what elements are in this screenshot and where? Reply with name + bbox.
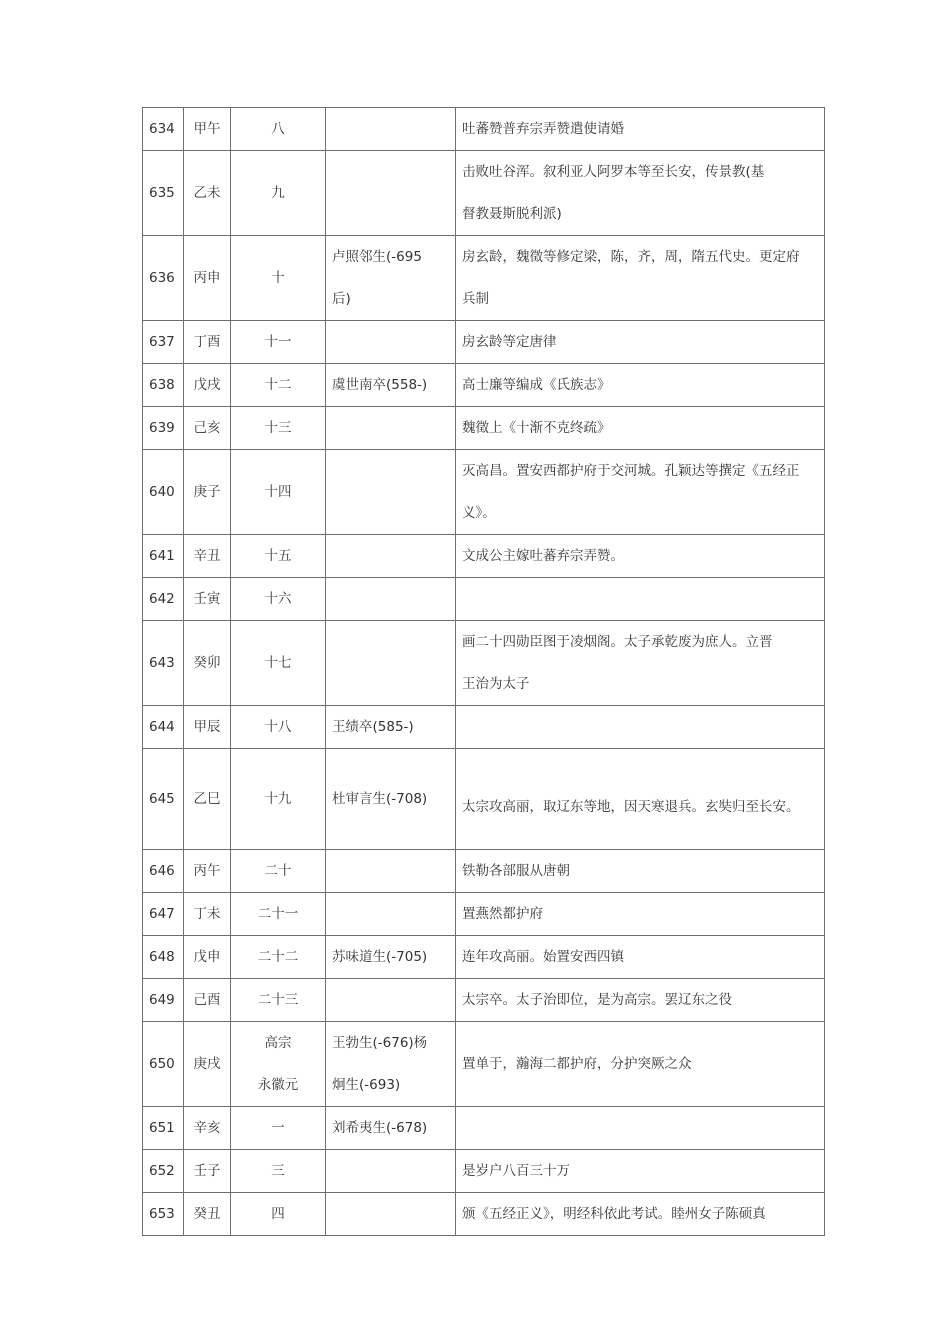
year-cell: 653 <box>143 1193 184 1236</box>
events-cell <box>456 893 825 936</box>
reign-cell <box>231 706 326 749</box>
year-cell: 650 <box>143 1022 184 1107</box>
year-cell: 652 <box>143 1150 184 1193</box>
people-cell <box>326 1193 456 1236</box>
people-cell <box>326 1150 456 1193</box>
table-row <box>143 979 825 1022</box>
table-row <box>143 706 825 749</box>
chronology-table <box>142 107 825 1236</box>
year-cell: 649 <box>143 979 184 1022</box>
people-cell-line: 刘希夷生(-678) <box>332 1120 428 1136</box>
reign-cell <box>231 936 326 979</box>
people-cell <box>326 621 456 706</box>
events-cell-line: 房玄龄，魏徵等修定梁，陈，齐，周，隋五代史。更定府 <box>462 249 800 265</box>
people-cell-line: 王绩卒(585-) <box>332 719 414 735</box>
reign-cell-line: 十九 <box>264 791 292 807</box>
events-cell <box>456 108 825 151</box>
reign-cell-line: 十四 <box>264 484 292 500</box>
reign-cell-line: 三 <box>271 1163 285 1179</box>
reign-cell <box>231 450 326 535</box>
year-cell: 647 <box>143 893 184 936</box>
table-row <box>143 1022 825 1107</box>
ganzhi-cell: 壬子 <box>184 1150 231 1193</box>
events-cell-line: 兵制 <box>462 291 489 307</box>
events-cell <box>456 1107 825 1150</box>
chronology-table-body <box>143 108 825 1236</box>
table-row <box>143 578 825 621</box>
events-cell-line: 灭高昌。置安西都护府于交河城。孔颖达等撰定《五经正 <box>462 463 800 479</box>
reign-cell-line: 四 <box>271 1206 285 1222</box>
year-cell: 634 <box>143 108 184 151</box>
ganzhi-cell: 己酉 <box>184 979 231 1022</box>
year-cell: 638 <box>143 364 184 407</box>
events-cell <box>456 1193 825 1236</box>
people-cell <box>326 1022 456 1107</box>
events-cell-line: 置单于，瀚海二都护府，分护突厥之众 <box>462 1056 692 1072</box>
year-cell: 635 <box>143 151 184 236</box>
table-row <box>143 1150 825 1193</box>
events-cell <box>456 1022 825 1107</box>
people-cell-line: 杜审言生(-708) <box>332 791 428 807</box>
reign-cell <box>231 108 326 151</box>
table-row <box>143 321 825 364</box>
reign-cell-line: 二十一 <box>257 906 299 922</box>
reign-cell <box>231 151 326 236</box>
people-cell <box>326 749 456 850</box>
table-row <box>143 621 825 706</box>
events-cell-line: 太宗卒。太子治即位，是为高宗。罢辽东之役 <box>462 992 732 1008</box>
ganzhi-cell: 丙午 <box>184 850 231 893</box>
ganzhi-cell: 戊申 <box>184 936 231 979</box>
reign-cell-line: 二十 <box>264 863 292 879</box>
ganzhi-cell: 甲辰 <box>184 706 231 749</box>
reign-cell <box>231 407 326 450</box>
people-cell <box>326 979 456 1022</box>
people-cell-line: 王勃生(-676)杨 <box>332 1035 428 1051</box>
reign-cell-line: 十五 <box>264 548 292 564</box>
year-cell: 637 <box>143 321 184 364</box>
reign-cell-line: 十七 <box>264 655 292 671</box>
reign-cell-line: 高宗 <box>264 1035 292 1051</box>
table-row <box>143 535 825 578</box>
events-cell-line: 吐蕃赞普弃宗弄赞遣使请婚 <box>462 121 624 137</box>
year-cell: 640 <box>143 450 184 535</box>
table-row <box>143 850 825 893</box>
reign-cell-line: 九 <box>271 185 285 201</box>
reign-cell <box>231 893 326 936</box>
people-cell <box>326 236 456 321</box>
ganzhi-cell: 丙申 <box>184 236 231 321</box>
year-cell: 642 <box>143 578 184 621</box>
people-cell <box>326 706 456 749</box>
year-cell: 641 <box>143 535 184 578</box>
reign-cell-line: 十 <box>271 270 285 286</box>
year-cell: 651 <box>143 1107 184 1150</box>
events-cell <box>456 706 825 749</box>
ganzhi-cell: 己亥 <box>184 407 231 450</box>
people-cell <box>326 321 456 364</box>
reign-cell <box>231 979 326 1022</box>
people-cell-line: 苏味道生(-705) <box>332 949 428 965</box>
events-cell-line: 置燕然都护府 <box>462 906 543 922</box>
events-cell-line: 击败吐谷浑。叙利亚人阿罗本等至长安，传景教(基 <box>462 164 765 180</box>
events-cell <box>456 407 825 450</box>
events-cell <box>456 151 825 236</box>
reign-cell-line: 十六 <box>264 591 292 607</box>
year-cell: 636 <box>143 236 184 321</box>
reign-cell <box>231 236 326 321</box>
events-cell-line: 文成公主嫁吐蕃弃宗弄赞。 <box>462 548 624 564</box>
ganzhi-cell: 壬寅 <box>184 578 231 621</box>
people-cell <box>326 108 456 151</box>
reign-cell-line: 十二 <box>264 377 292 393</box>
reign-cell-line: 二十二 <box>257 949 299 965</box>
ganzhi-cell: 癸丑 <box>184 1193 231 1236</box>
reign-cell <box>231 621 326 706</box>
people-cell <box>326 850 456 893</box>
ganzhi-cell: 丁未 <box>184 893 231 936</box>
events-cell-line: 督教聂斯脱利派) <box>462 206 562 222</box>
reign-cell-line: 二十三 <box>257 992 299 1008</box>
reign-cell-line: 八 <box>271 121 285 137</box>
events-cell <box>456 749 825 850</box>
ganzhi-cell: 丁酉 <box>184 321 231 364</box>
table-row <box>143 936 825 979</box>
table-row <box>143 893 825 936</box>
events-cell <box>456 535 825 578</box>
events-cell <box>456 236 825 321</box>
people-cell-line: 后) <box>332 291 351 307</box>
events-cell-line: 魏徵上《十渐不克终疏》 <box>462 420 611 436</box>
table-row <box>143 108 825 151</box>
reign-cell-line: 十三 <box>264 420 292 436</box>
year-cell: 645 <box>143 749 184 850</box>
events-cell-line: 王治为太子 <box>462 676 530 692</box>
people-cell-line: 虞世南卒(558-) <box>332 377 428 393</box>
events-cell <box>456 364 825 407</box>
reign-cell <box>231 578 326 621</box>
events-cell-line: 铁勒各部服从唐朝 <box>462 863 570 879</box>
events-cell-line: 颁《五经正义》，明经科依此考试。睦州女子陈硕真 <box>462 1206 766 1222</box>
ganzhi-cell: 辛丑 <box>184 535 231 578</box>
people-cell <box>326 364 456 407</box>
year-cell: 648 <box>143 936 184 979</box>
reign-cell <box>231 850 326 893</box>
people-cell <box>326 450 456 535</box>
ganzhi-cell: 戊戌 <box>184 364 231 407</box>
ganzhi-cell: 庚子 <box>184 450 231 535</box>
table-row <box>143 1193 825 1236</box>
year-cell: 644 <box>143 706 184 749</box>
reign-cell-line: 永徽元 <box>257 1077 299 1093</box>
people-cell <box>326 578 456 621</box>
reign-cell <box>231 364 326 407</box>
people-cell-line: 炯生(-693) <box>332 1077 401 1093</box>
reign-cell <box>231 321 326 364</box>
reign-cell <box>231 1150 326 1193</box>
people-cell <box>326 535 456 578</box>
reign-cell-line: 十一 <box>264 334 292 350</box>
ganzhi-cell: 癸卯 <box>184 621 231 706</box>
reign-cell-line: 一 <box>271 1120 285 1136</box>
people-cell <box>326 407 456 450</box>
ganzhi-cell: 庚戌 <box>184 1022 231 1107</box>
events-cell <box>456 578 825 621</box>
reign-cell <box>231 535 326 578</box>
events-cell-line: 高士廉等编成《氏族志》 <box>462 377 611 393</box>
year-cell: 646 <box>143 850 184 893</box>
ganzhi-cell: 辛亥 <box>184 1107 231 1150</box>
table-row <box>143 151 825 236</box>
events-cell-line: 是岁户八百三十万 <box>462 1163 570 1179</box>
events-cell <box>456 979 825 1022</box>
events-cell-line: 连年攻高丽。始置安西四镇 <box>462 949 624 965</box>
people-cell <box>326 151 456 236</box>
people-cell <box>326 936 456 979</box>
people-cell <box>326 1107 456 1150</box>
events-cell-line: 义》。 <box>462 505 496 521</box>
people-cell <box>326 893 456 936</box>
ganzhi-cell: 乙未 <box>184 151 231 236</box>
reign-cell <box>231 749 326 850</box>
year-cell: 643 <box>143 621 184 706</box>
year-cell: 639 <box>143 407 184 450</box>
table-row <box>143 407 825 450</box>
reign-cell <box>231 1022 326 1107</box>
reign-cell <box>231 1107 326 1150</box>
table-row <box>143 364 825 407</box>
events-cell-line: 太宗攻高丽，取辽东等地，因天寒退兵。玄奘归至长安。 <box>462 799 800 815</box>
events-cell <box>456 321 825 364</box>
events-cell <box>456 450 825 535</box>
events-cell <box>456 621 825 706</box>
ganzhi-cell: 乙巳 <box>184 749 231 850</box>
ganzhi-cell: 甲午 <box>184 108 231 151</box>
events-cell <box>456 850 825 893</box>
events-cell <box>456 936 825 979</box>
events-cell <box>456 1150 825 1193</box>
table-row <box>143 749 825 850</box>
table-row <box>143 236 825 321</box>
events-cell-line: 房玄龄等定唐律 <box>462 334 557 350</box>
table-row <box>143 1107 825 1150</box>
reign-cell-line: 十八 <box>264 719 292 735</box>
events-cell-line: 画二十四勋臣图于凌烟阁。太子承乾废为庶人。立晋 <box>462 634 773 650</box>
reign-cell <box>231 1193 326 1236</box>
table-row <box>143 450 825 535</box>
people-cell-line: 卢照邻生(-695 <box>332 249 422 265</box>
